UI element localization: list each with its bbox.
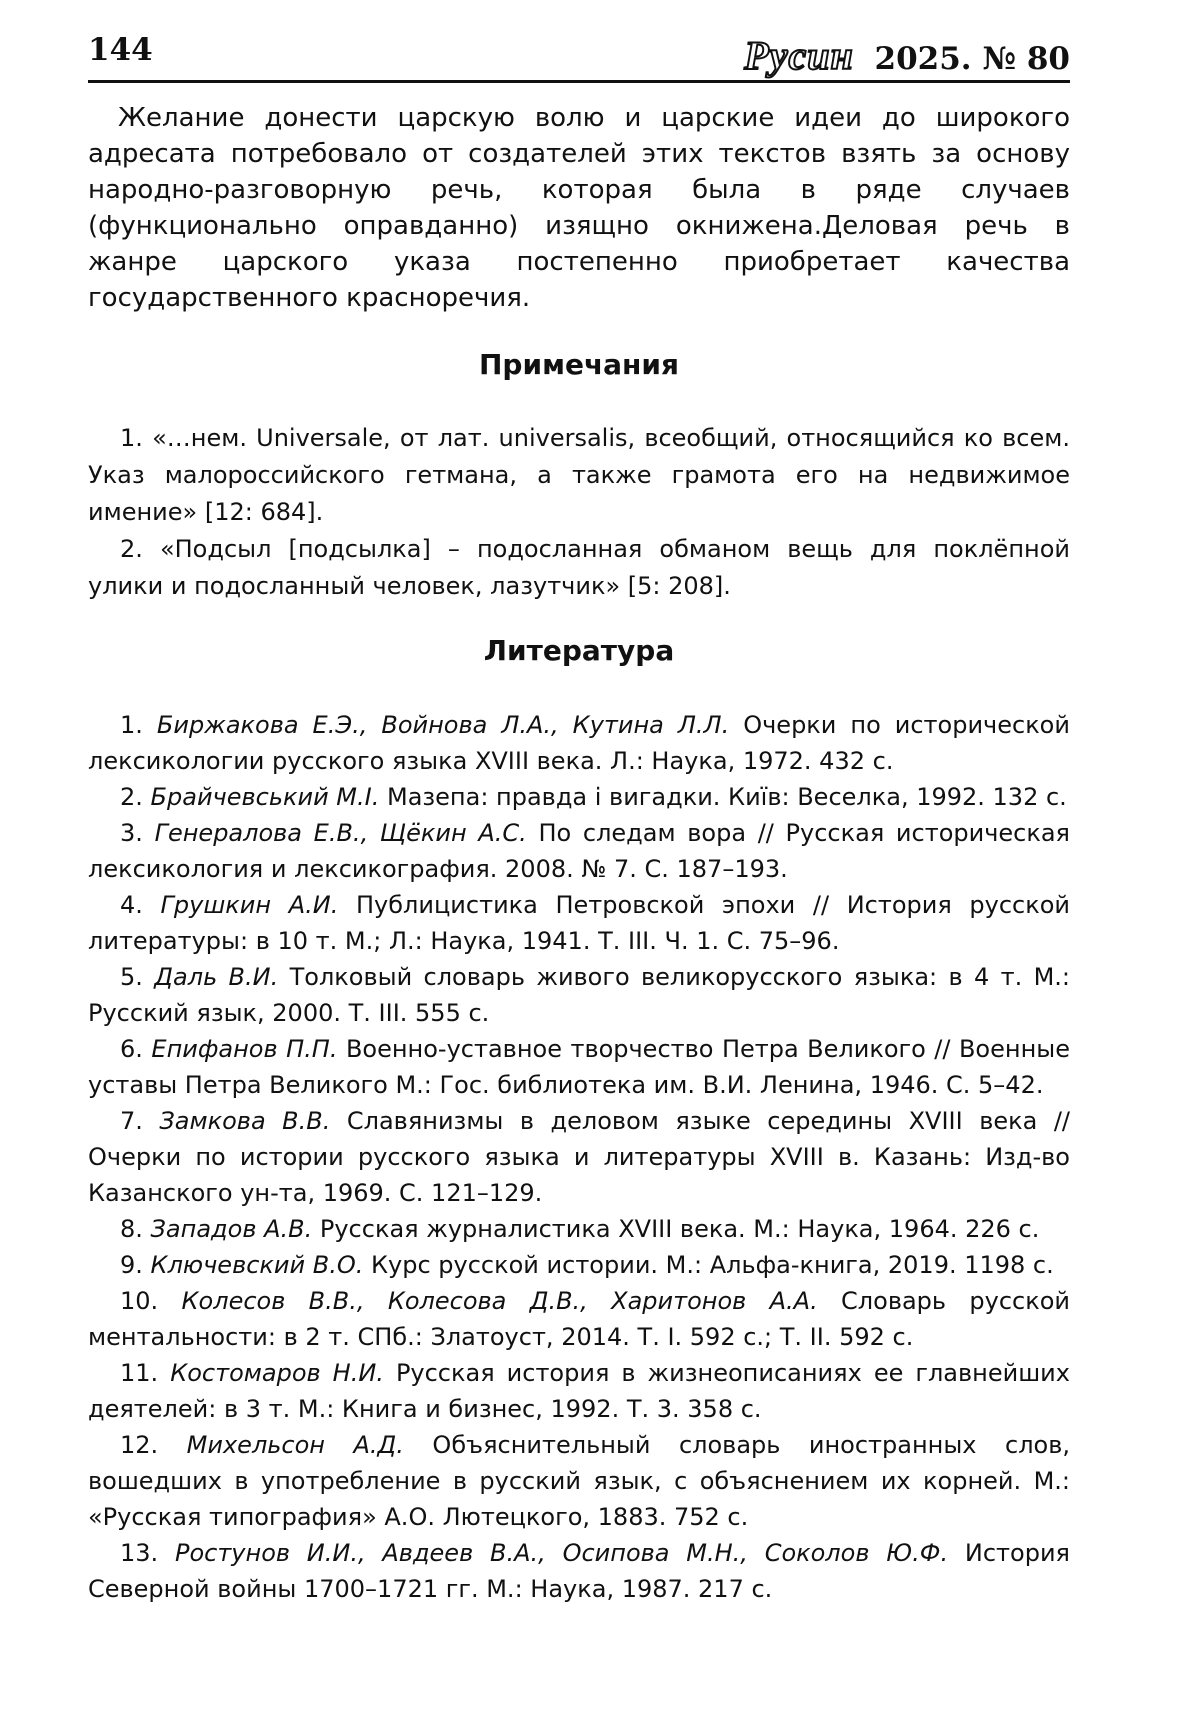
reference-item	[88, 1103, 1070, 1211]
reference-text: Мазепа: правда і вигадки. Київ: Веселка, 1992. 132 с.	[386, 783, 1067, 811]
reference-author: Грушкин А.И.	[160, 891, 339, 919]
reference-text: Публицистика Петровской эпохи // История русской литературы: в 10 т. М.; Л.: Наука, 1941. Т. III. Ч. 1. С. 75–96.	[88, 891, 1070, 955]
reference-author: Даль В.И.	[154, 963, 279, 991]
reference-text: Толковый словарь живого великорусского языка: в 4 т. М.: Русский язык, 2000. Т. III. 555 с.	[88, 963, 1070, 1027]
notes-list	[88, 420, 1070, 605]
reference-item	[88, 1283, 1070, 1355]
reference-number: 8.	[120, 1215, 143, 1243]
reference-number: 4.	[120, 891, 143, 919]
reference-text: Славянизмы в деловом языке середины XVIII века // Очерки по истории русского языка и литературы XVIII в. Казань: Изд-во Казанского ун-та, 1969. С. 121–129.	[88, 1107, 1070, 1207]
note-item: 1. «…нем. Universale, от лат. universalis, всеобщий, относящийся ко всем. Указ малороссийского гетмана, а также грамота его на недвижимое имение» [12: 684].	[88, 424, 1070, 526]
reference-author: Брайчевський М.І.	[150, 783, 380, 811]
reference-item	[88, 1031, 1070, 1103]
reference-author: Ростунов И.И., Авдеев В.А., Осипова М.Н., Соколов Ю.Ф.	[174, 1539, 949, 1567]
reference-number: 2.	[120, 783, 143, 811]
reference-author: Михельсон А.Д.	[186, 1431, 404, 1459]
reference-number: 1.	[120, 711, 143, 739]
reference-number: 5.	[120, 963, 143, 991]
reference-text: Очерки по исторической лексикологии русского языка XVIII века. Л.: Наука, 1972. 432 с.	[88, 711, 1070, 775]
reference-number: 10.	[120, 1287, 159, 1315]
journal-logo: Русин	[744, 33, 854, 78]
reference-item	[88, 1427, 1070, 1535]
reference-item	[88, 887, 1070, 959]
reference-text: История Северной войны 1700–1721 гг. М.: Наука, 1987. 217 с.	[88, 1539, 1070, 1603]
reference-item	[88, 1355, 1070, 1427]
running-header	[88, 24, 1070, 83]
reference-number: 3.	[120, 819, 143, 847]
reference-text: Объяснительный словарь иностранных слов, вошедших в употребление в русский язык, с объяснением их корней. М.: «Русская типография» А.О. Лютецкого, 1883. 752 с.	[88, 1431, 1070, 1531]
reference-text: Русская история в жизнеописаниях ее главнейших деятелей: в 3 т. М.: Книга и бизнес, 1992. Т. 3. 358 с.	[88, 1359, 1070, 1423]
reference-number: 7.	[120, 1107, 143, 1135]
reference-item	[88, 1535, 1070, 1607]
reference-number: 9.	[120, 1251, 143, 1279]
reference-item	[88, 959, 1070, 1031]
reference-item	[88, 1211, 1070, 1247]
reference-author: Костомаров Н.И.	[170, 1359, 384, 1387]
reference-number: 11.	[120, 1359, 159, 1387]
reference-author: Епифанов П.П.	[151, 1035, 338, 1063]
reference-text: Курс русской истории. М.: Альфа-книга, 2019. 1198 с.	[371, 1251, 1054, 1279]
references-list	[88, 707, 1070, 1607]
reference-author: Замкова В.В.	[159, 1107, 331, 1135]
reference-text: Военно-уставное творчество Петра Великого // Военные уставы Петра Великого М.: Гос. библиотека им. В.И. Ленина, 1946. С. 5–42.	[88, 1035, 1070, 1099]
page-number: 144	[88, 32, 153, 68]
reference-author: Западов А.В.	[150, 1215, 313, 1243]
notes-title: Примечания	[478, 348, 680, 381]
references-title: Литература	[483, 634, 675, 667]
reference-author: Колесов В.В., Колесова Д.В., Харитонов А.А.	[181, 1287, 818, 1315]
body-paragraph: Желание донести царскую волю и царские идеи до широкого адресата потребовало от создателей этих текстов взять за основу народно-разговорную речь, которая была в ряде случаев (функционально оправданно) изящно окнижена.Деловая речь в жанре царского указа постепенно приобретает качества государственного красноречия.	[88, 103, 1070, 313]
reference-item	[88, 707, 1070, 779]
reference-text: Русская журналистика XVIII века. М.: Наука, 1964. 226 с.	[319, 1215, 1040, 1243]
journal-issue: 2025. № 80	[874, 41, 1070, 77]
reference-author: Генералова Е.В., Щёкин А.С.	[154, 819, 527, 847]
reference-item	[88, 1247, 1070, 1283]
reference-item	[88, 779, 1070, 815]
note-item: 2. «Подсыл [подсылка] – подосланная обманом вещь для поклёпной улики и подосланный человек, лазутчик» [5: 208].	[88, 535, 1070, 600]
reference-author: Ключевский В.О.	[150, 1251, 364, 1279]
reference-number: 6.	[120, 1035, 143, 1063]
journal-title	[744, 32, 1070, 79]
reference-number: 12.	[120, 1431, 159, 1459]
reference-number: 13.	[120, 1539, 159, 1567]
reference-text: Словарь русской ментальности: в 2 т. СПб.: Златоуст, 2014. Т. I. 592 с.; Т. II. 592 с.	[88, 1287, 1070, 1351]
reference-item	[88, 815, 1070, 887]
reference-author: Биржакова Е.Э., Войнова Л.А., Кутина Л.Л.	[156, 711, 730, 739]
reference-text: По следам вора // Русская историческая лексикология и лексикография. 2008. № 7. С. 187–193.	[88, 819, 1070, 883]
